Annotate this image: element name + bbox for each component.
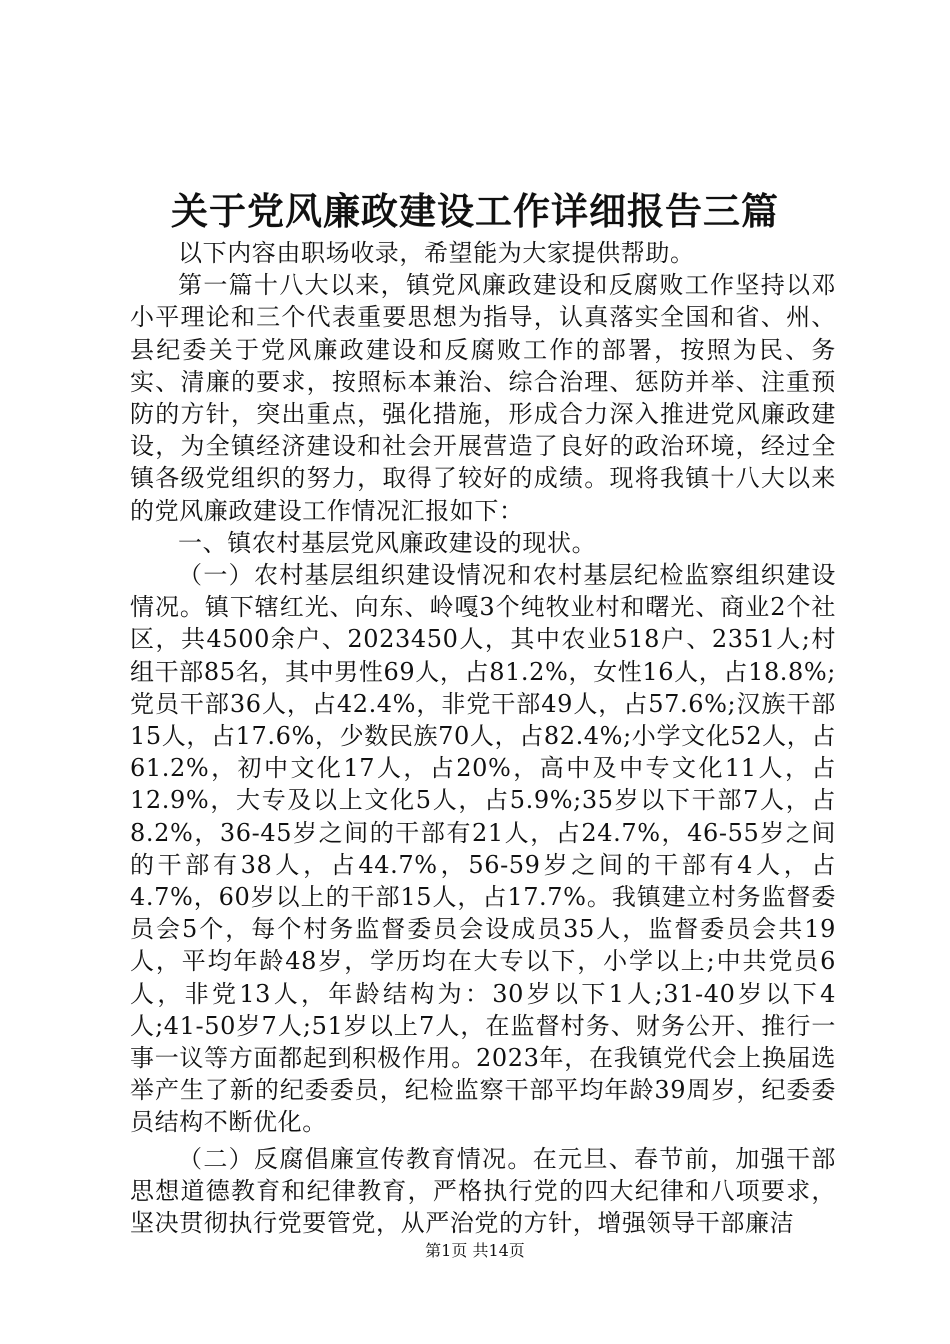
page-number-footer: 第1页 共14页 xyxy=(425,1241,525,1260)
document-title: 关于党风廉政建设工作详细报告三篇 xyxy=(171,189,779,233)
paragraph-section-heading: 一、镇农村基层党风廉政建设的现状。 xyxy=(178,528,597,557)
paragraph-organization-status: （一）农村基层组织建设情况和农村基层纪检监察组织建设情况。镇下辖红光、向东、岭嘎3个纯牧业村和曙光、商业2个社区，共4500余户、2023450人，其中农业518户、2351人;村组干部85名，其中男性69人，占81.2%，女性16人，占18.8%;党员干部36人，占42.4%，非党干部49人，占57.6%;汉族干部15人，占17.6%，少数民族70人，占82.4%;小学文化52人，占61.2%，初中文化17人，占20%，高中及中专文化11人，占12.9%，大专及以上文化5人，占5.9%;35岁以下干部7人，占8.2%，36-45岁之间的干部有21人，占24.7%，46-55岁之间的干部有38人，占44.7%，56-59岁之间的干部有4人，占4.7%，60岁以上的干部15人，占17.7%。我镇建立村务监督委员会5个，每个村务监督委员会设成员35人，监督委员会共19人，平均年龄48岁，学历均在大专以下，小学以上;中共党员6人，非党13人，年龄结构为：30岁以下1人;31-40岁以下4人;41-50岁7人;51岁以上7人，在监督村务、财务公开、推行一事一议等方面都起到积极作用。2023年，在我镇党代会上换届选举产生了新的纪委委员，纪检监察干部平均年龄39周岁，纪委委员结构不断优化。 xyxy=(130,561,836,1137)
document-body xyxy=(130,237,836,1239)
paragraph-overview: 第一篇十八大以来，镇党风廉政建设和反腐败工作坚持以邓小平理论和三个代表重要思想为指导，认真落实全国和省、州、县纪委关于党风廉政建设和反腐败工作的部署，按照为民、务实、清廉的要求，按照标本兼治、综合治理、惩防并举、注重预防的方针，突出重点，强化措施，形成合力深入推进党风廉政建设，为全镇经济建设和社会开展营造了良好的政治环境，经过全镇各级党组织的努力，取得了较好的成绩。现将我镇十八大以来的党风廉政建设工作情况汇报如下： xyxy=(130,271,836,525)
paragraph-education: （二）反腐倡廉宣传教育情况。在元旦、春节前，加强干部思想道德教育和纪律教育，严格执行党的四大纪律和八项要求，坚决贯彻执行党要管党，从严治党的方针，增强领导干部廉洁 xyxy=(130,1144,836,1238)
paragraph-intro: 以下内容由职场收录，希望能为大家提供帮助。 xyxy=(178,239,695,267)
